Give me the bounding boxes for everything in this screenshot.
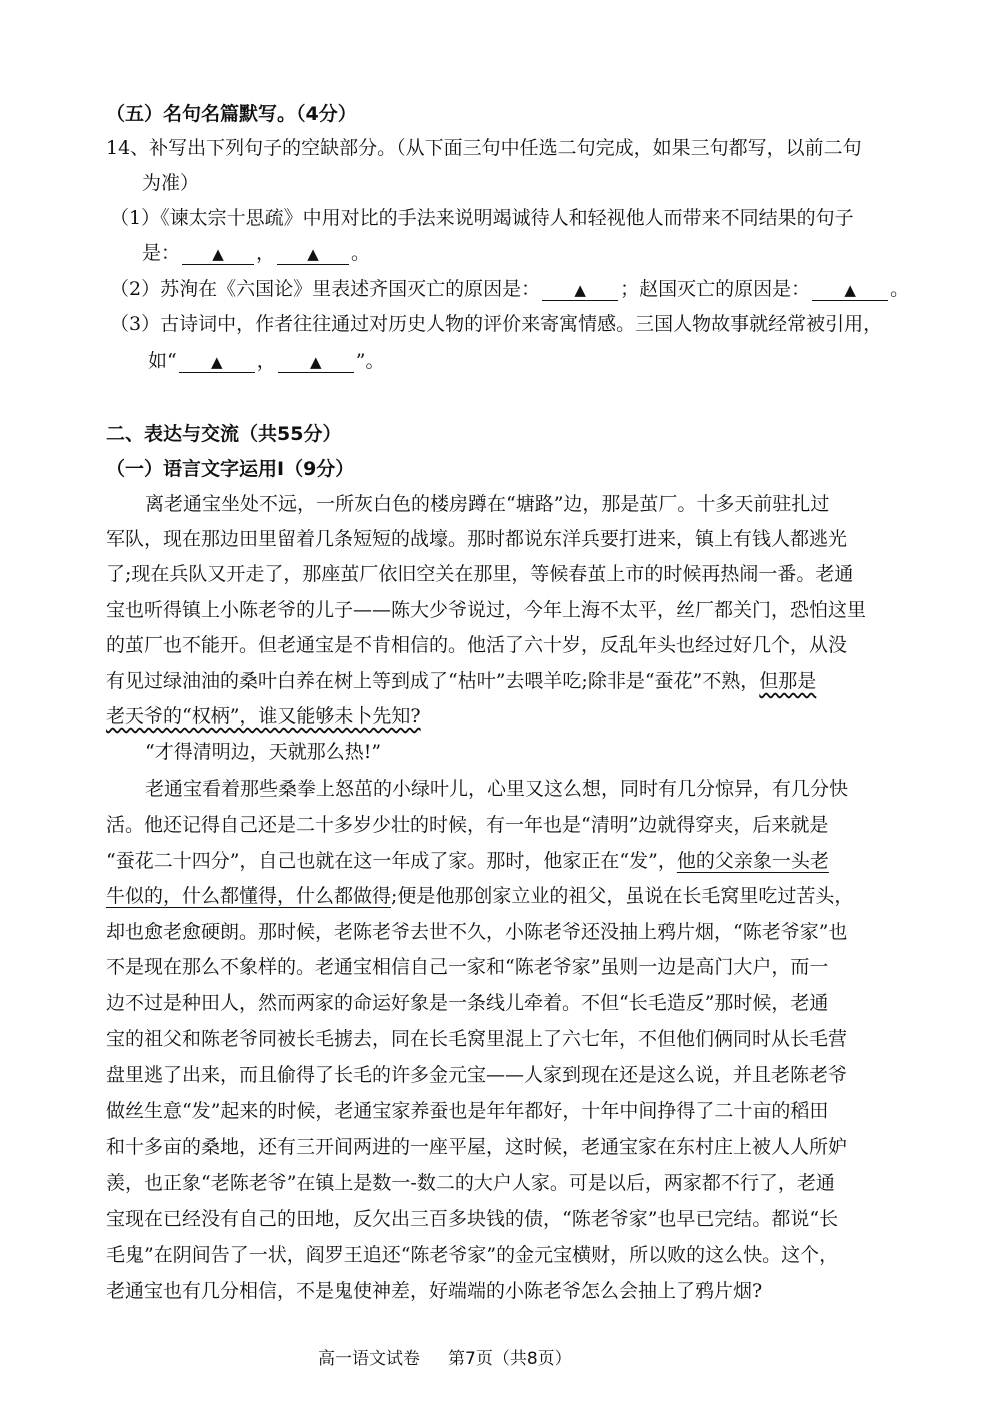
item-2-line [110, 276, 909, 302]
end-mark: 。 [890, 278, 910, 300]
passage-line [106, 848, 829, 874]
question-14-line-2: 为准） [142, 172, 200, 194]
passage-line: 却也愈老愈硬朗。那时候，老陈老爷去世不久，小陈老爷还没抽上鸦片烟，“陈老爷家”也 [106, 921, 848, 943]
passage-line: 老通宝看着那些桑拳上怒茁的小绿叶儿，心里又这么想，同时有几分惊异，有几分快 [145, 778, 849, 800]
passage-line [106, 703, 421, 729]
blank-mark-icon: ▲ [210, 353, 223, 371]
passage-line: 老通宝也有几分相信，不是鬼使神差，好端端的小陈老爷怎么会抽上了鸦片烟? [106, 1280, 763, 1302]
passage-line: 边不过是种田人，然而两家的命运好象是一条线儿牵着。不但“长毛造反”那时候，老通 [106, 992, 829, 1014]
section-heading: （五）名句名篇默写。（4分） [106, 103, 357, 125]
part-2-heading: 二、表达与交流（共55分） [106, 423, 342, 445]
item-3-prefix: 如“ [148, 350, 177, 372]
answer-blank[interactable] [812, 279, 888, 301]
passage-line: “才得清明边，天就那么热!” [145, 741, 382, 763]
passage-line: 毛鬼”在阴间告了一状，阎罗王追还“陈老爷家”的金元宝横财，所以败的这么快。这个， [106, 1244, 839, 1266]
passage-line: 和十多亩的桑地，还有三开间两进的一座平屋，这时候，老通宝家在东村庄上被人人所妒 [106, 1136, 848, 1158]
passage-line: 军队，现在那边田里留着几条短短的战壕。那时都说东洋兵要打进来，镇上有钱人都逃光 [106, 528, 848, 550]
passage-line [106, 668, 816, 694]
passage-line [106, 883, 853, 909]
item-3-line-1: （3）古诗词中，作者往往通过对历史人物的评价来寄寓情感。三国人物故事就经常被引用， [110, 313, 883, 335]
blank-mark-icon: ▲ [844, 281, 856, 299]
item-1-line-2 [142, 240, 370, 266]
answer-blank[interactable] [179, 351, 255, 373]
passage-line: 宝现在已经没有自己的田地，反欠出三百多块钱的债，“陈老爷家”也早已完结。都说“长 [106, 1208, 839, 1230]
end-mark: 。 [351, 242, 371, 264]
passage-text: 有见过绿油油的桑叶白养在树上等到成了“枯叶”去喂羊吃;除非是“蚕花”不熟， [106, 670, 760, 692]
footer [318, 1347, 572, 1371]
separator: ， [256, 242, 276, 264]
passage-line: 盘里逃了出来，而且偷得了长毛的许多金元宝——人家到现在还是这么说，并且老陈老爷 [106, 1064, 848, 1086]
blank-mark-icon: ▲ [307, 245, 319, 263]
answer-blank[interactable] [277, 243, 349, 265]
item-1-line-1: （1）《谏太宗十思疏》中用对比的手法来说明竭诚待人和轻视他人而带来不同结果的句子 [110, 207, 854, 229]
underlined-text: 牛似的，什么都懂得，什么都做得 [106, 885, 392, 907]
footer-page-number: 第7页（共8页） [448, 1349, 572, 1369]
passage-line: 羡，也正象“老陈老爷”在镇上是数一-数二的大户人家。可是以后，两家都不行了，老通 [106, 1172, 835, 1194]
answer-blank[interactable] [182, 243, 254, 265]
item-1-prefix: 是： [142, 242, 181, 264]
answer-blank[interactable] [542, 279, 618, 301]
underlined-text: 他的父亲象一头老 [676, 850, 829, 872]
blank-mark-icon: ▲ [212, 245, 224, 263]
passage-line: 离老通宝坐处不远，一所灰白色的楼房蹲在“塘路”边，那是茧厂。十多天前驻扎过 [145, 493, 830, 515]
passage-line: 了;现在兵队又开走了，那座茧厂依旧空关在那里，等候春茧上市的时候再热闹一番。老通 [106, 563, 854, 585]
passage-text: “蚕花二十四分”，自己也就在这一年成了家。那时，他家正在“发”， [106, 850, 677, 872]
item-2-middle: ；赵国灭亡的原因是： [620, 278, 811, 300]
part-2-subheading: （一）语言文字运用Ⅰ（9分） [106, 458, 355, 480]
passage-line: 不是现在那么不象样的。老通宝相信自己一家和“陈老爷家”虽则一边是高门大户，而一 [106, 956, 829, 978]
separator: ， [256, 350, 276, 372]
passage-line: 宝的祖父和陈老爷同被长毛掳去，同在长毛窝里混上了六七年，不但他们俩同时从长毛营 [106, 1028, 848, 1050]
wavy-underlined-text: 但那是 [759, 670, 817, 692]
footer-subject: 高一语文试卷 [318, 1349, 420, 1369]
passage-line: 做丝生意“发”起来的时候，老通宝家养蚕也是年年都好，十年中间挣得了二十亩的稻田 [106, 1100, 829, 1122]
item-3-line-2 [148, 348, 384, 374]
wavy-underlined-text: 老天爷的“权柄”，谁又能够未卜先知? [106, 705, 421, 727]
passage-line: 的茧厂也不能开。但老通宝是不肯相信的。他活了六十岁，反乱年头也经过好几个，从没 [106, 634, 848, 656]
question-14-line-1: 14、补写出下列句子的空缺部分。（从下面三句中任选二句完成，如果三句都写，以前二句 [106, 137, 862, 159]
blank-mark-icon: ▲ [574, 281, 586, 299]
end-mark: ”。 [355, 350, 385, 372]
passage-line: 活。他还记得自己还是二十多岁少壮的时候，有一年也是“清明”边就得穿夹，后来就是 [106, 814, 829, 836]
passage-line: 宝也听得镇上小陈老爷的儿子——陈大少爷说过，今年上海不太平，丝厂都关门，恐怕这里 [106, 599, 867, 621]
item-2-prefix: （2）苏洵在《六国论》里表述齐国灭亡的原因是： [110, 278, 541, 300]
blank-mark-icon: ▲ [309, 353, 322, 371]
answer-blank[interactable] [278, 351, 354, 373]
passage-text: ;便是他那创家立业的祖父，虽说在长毛窝里吃过苦头， [391, 885, 854, 907]
